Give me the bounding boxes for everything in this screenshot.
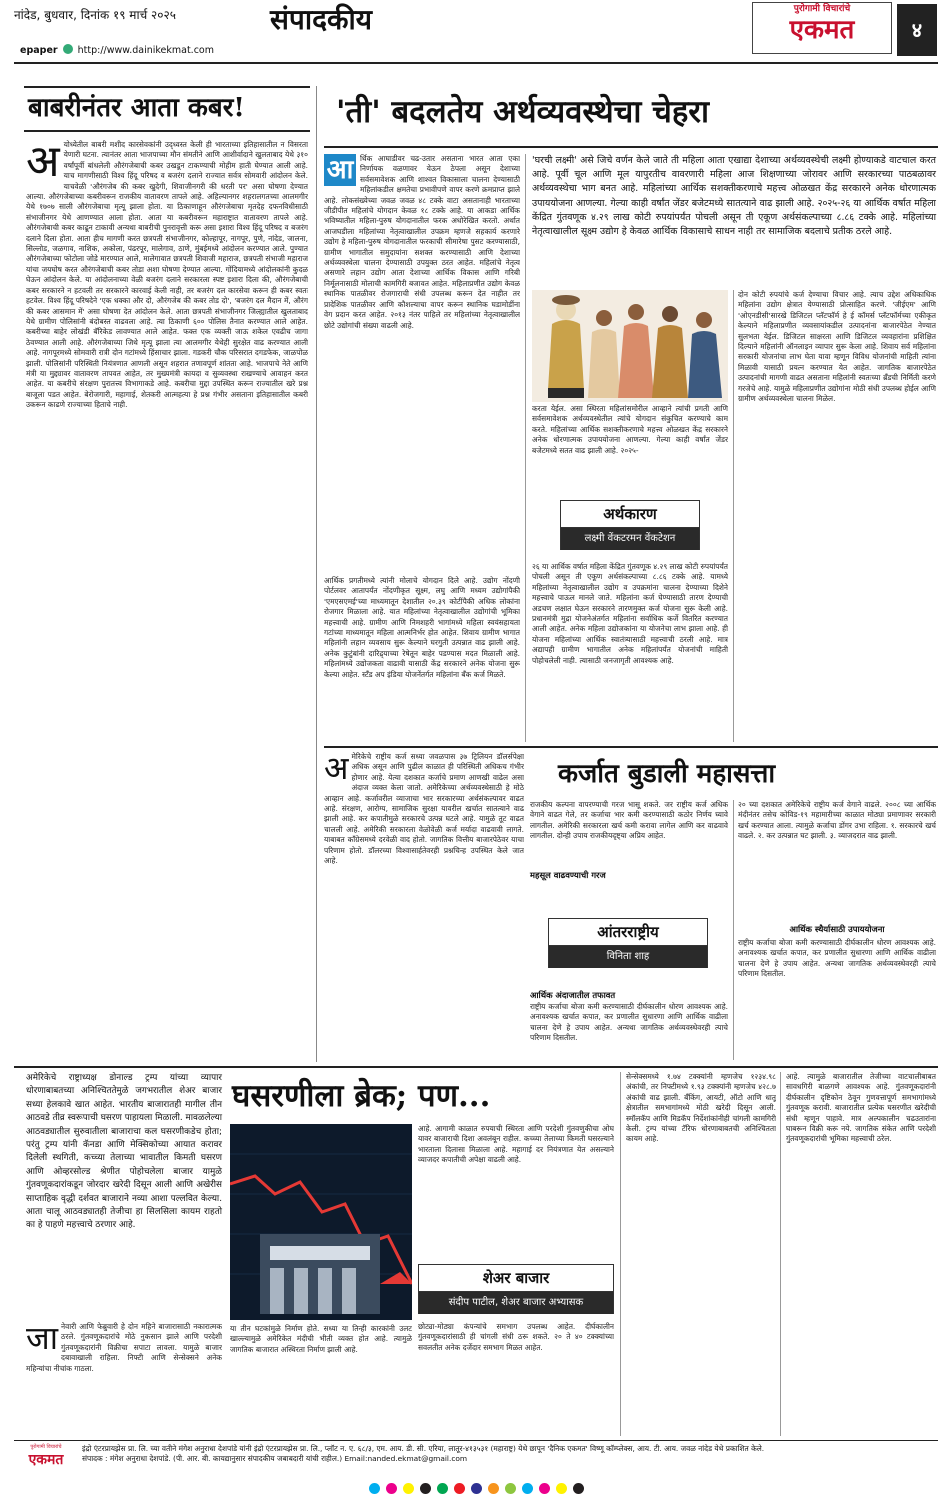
website-url[interactable]: http://www.dainikekmat.com — [77, 45, 214, 56]
main-col-3b-text: २६ या आर्थिक वर्षात महिला केंद्रित गुंतवणूक ४.२९ लाख कोटी रुपयांपर्यंत पोचली असून ती एकूण अर्थसंकल्पाच्या ८.८६ टक्के आहे. यामध्ये महिलांच्या नेतृत्वाखालील उद्योग व उपक्रमांना चालना देण्याच्या दिशेने महत्त्वाचे पाऊल मानले जाते. महिलांना कर्ज घेण्यासाठी तारण देण्याची अडचण लक्षात घेऊन सरकारने तारणमुक्त कर्ज योजना सुरू केली आहे. प्रधानमंत्री मुद्रा योजनेअंतर्गत महिलांना सर्वाधिक कर्जे वितरित करण्यात आली आहेत. अनेक महिला उद्योजकांना या योजनेचा लाभ झाला आहे. ही योजना महिलांच्या आर्थिक स्वातंत्र्यासाठी महत्त्वाची ठरली आहे. मात्र अद्यापही ग्रामीण भागातील अनेक महिलांपर्यंत योजनांची माहिती पोहोचलेली नाही. त्यासाठी जनजागृती आवश्यक आहे. — [532, 562, 728, 665]
main-dropcap: आ — [324, 154, 356, 186]
world-col-1 — [324, 752, 524, 1060]
market-col-3-text: सेन्सेक्समध्ये १.७४ टक्क्यांनी म्हणजेच १२३४.९८ अंकांची, तर निफ्टीमध्ये १.९३ टक्क्यांनी म्हणजेच ४२८.७ अंकांची वाढ झाली. बँकिंग, आयटी, ऑटो आणि धातू क्षेत्रातील समभागांमध्ये मोठी खरेदी दिसून आली. स्मॉलकॅप आणि मिडकॅप निर्देशांकांनीही चांगली कामगिरी केली. ट्रम्प यांच्या टॅरिफ धोरणाबाबतची अनिश्चितता कायम आहे. — [626, 1072, 776, 1144]
main-headline: 'ती' बदलतेय अर्थव्यवस्थेचा चेहरा — [336, 94, 710, 130]
editorial-body — [26, 140, 308, 1062]
market-col-1 — [26, 1322, 222, 1436]
main-col-1-text: र्थिक आघाडीवर चढ-उतार असताना भारत आता एका निर्णायक वळणावर येऊन ठेपला असून देशाच्या सर्वसमावेशक आणि शाश्वत विकासाला चालना देण्यासाठी महिलांकडील क्षमतेचा प्रभावीपणे वापर करणे क्रमप्राप्त झाले आहे. लोकसंख्येच्या जवळ जवळ ४८ टक्के वाटा असतानाही भारताच्या जीडीपीत महिलांचे योगदान केवळ १८ टक्के आहे. या आकडा आर्थिक भविष्यातील महिला-पुरुष योगदानातील फरक अधोरेखित करतो. अर्थात आजघडीला महिलांच्या नेतृत्वाखालील उपक्रम म्हणजे सहकार्य करणारे उद्योग हे महिला-पुरुष योगदानातील फरकाची सीमारेषा पुसट करण्यासाठी, ग्रामीण भागातील समुदायांना सशक्त करण्यासाठी आणि देशाच्या अर्थव्यवस्थेला चालना देण्यासाठी उपयुक्त ठरत आहेत. महिलांचे नेतृत्व असणारे लहान उद्योग आता देशाच्या आर्थिक विकास आणि गरिबी निर्मूलनासाठी मोलाची कामगिरी बजावत आहेत. महिलाप्रणीत उद्योग केवळ स्थानिक पातळीवर रोजगाराची संधी उपलब्ध करून देत नाहीत तर प्रादेशिक पातळीवर आणि कौशल्याचा वापर करून स्थानिक घडामोडींना वेग प्रदान करत आहेत. २०१३ नंतर पाहिले तर महिलांच्या नेतृत्वाखालील छोटे उद्योगांची संख्या वाढली आहे. — [324, 154, 520, 330]
main-headline-rule — [324, 146, 938, 148]
world-subhead-3: आर्थिक स्थैर्यासाठी उपाययोजना — [789, 924, 885, 934]
main-intro-text: 'घरची लक्ष्मी' असे जिचे वर्णन केले जाते ती महिला आता एखाद्या देशाच्या अर्थव्यवस्थेची लक्ष्मी होण्याकडे वाटचाल करत आहे. पूर्वी चूल आणि मूल यापुरतीच वावरणारी महिला आज शिक्षणाच्या जोरावर आणि सरकारच्या पाठबळावर अर्थव्यवस्थेचा भाग बनत आहे. महिलांच्या आर्थिक सशक्तीकरणाचे महत्त्व ओळखत केंद्र सरकारने अनेक धोरणात्मक उपाययोजना आणल्या. गेल्या काही वर्षांत जेंडर बजेटमध्ये सातत्याने वाढ झाली आहे. २०२५-२६ या आर्थिक वर्षात महिला केंद्रित गुंतवणूक ४.२९ लाख कोटी रुपयांपर्यंत पोचली असून ती एकूण अर्थसंकल्पाच्या ८.८६ टक्के आहे. महिलांच्या नेतृत्वाखालील सूक्ष्म उद्योग हे केवळ आर्थिक विकासाचे साधन नाही तर सामाजिक बदलाचे प्रतीक ठरले आहे. — [532, 155, 936, 238]
world-headline: कर्जात बुडाली महासत्ता — [558, 759, 776, 789]
world-col-1-text: मेरिकेचे राष्ट्रीय कर्ज सध्या जवळपास ३७ ट्रिलियन डॉलर्सपेक्षा अधिक असून आणि पुढील काळात ही परिस्थिती अधिकच गंभीर होणार आहे. येत्या दशकात कर्जाचे प्रमाण आणखी वाढेल असा अंदाज व्यक्त केला जातो. अमेरिकेच्या अर्थव्यवस्थेसाठी हे मोठे आव्हान आहे. कर्जावरील व्याजाचा भार सरकारच्या अर्थसंकल्पावर वाढत आहे. संरक्षण, आरोग्य, सामाजिक सुरक्षा यावरील खर्चात सातत्याने वाढ झाली आहे. कर कपातीमुळे सरकारचे उत्पन्न घटले आहे. यामुळे तूट वाढत चालली आहे. अमेरिकी सरकारला वेळोवेळी कर्ज मर्यादा वाढवावी लागते. याबाबत काँग्रेसमध्ये दरवेळी वाद होतो. जागतिक वित्तीय बाजारपेठेवर याचा परिणाम होतो. डॉलरच्या विश्वासार्हतेवरही प्रश्नचिन्ह उपस्थित केले जात आहे. — [324, 752, 524, 866]
world-subhead-2: आर्थिक अंदाजातील तफावत — [530, 990, 616, 1000]
main-col-divider-2 — [733, 290, 734, 742]
registration-dot — [471, 1483, 482, 1494]
main-col-3b — [532, 562, 728, 742]
epaper-link[interactable] — [20, 44, 214, 56]
column-category: अर्थकारण — [561, 501, 699, 528]
footer-logo-tagline: पुरोगामी विचारांचे — [30, 1444, 62, 1450]
main-col-1b — [324, 576, 520, 742]
footer-logo-name: एकमत — [28, 1452, 64, 1468]
registration-dot — [539, 1483, 550, 1494]
main-col-divider — [525, 154, 526, 742]
world-subhead-1: महसूल वाढवण्याची गरज — [530, 870, 606, 880]
market-col-4 — [786, 1072, 936, 1436]
editorial-text: योध्येतील बाबरी मशीद कारसेवकांनी उद्ध्वस्त केली ही भारताच्या इतिहासातील न विसरता येणारी घटना. त्यानंतर आता भाजपाच्या मौन संमतीने आणि आशीर्वादाने खुलताबाद येथे ३१० वर्षांपूर्वी बांधलेली औरंगजेबाची कबर उखडून टाकण्याची मोहीम हाती घेण्यात आली आहे. याच मागणीसाठी विश्व हिंदू परिषद व बजरंग दलाने राज्यात सर्वत्र सोमवारी आंदोलन केले. याचवेळी 'औरंगजेब की कबर खुदेगी, शिवाजीनगरी की धरती पर' असा घोषणा देण्यात आल्या. औरंगजेबाच्या कबरीवरून राजकीय वातावरण तापले आहे. अहिल्यानगर शहरालगतच्या आलमगीर येथे १७०७ साली औरंगजेबाचा मृत्यू झाला होता. या ठिकाणाहून औरंगजेबाचा मृतदेह दफनविधीसाठी संभाजीनगर येथे आणण्यात आला होता. आता या कबरीवरून महाराष्ट्रात वातावरण तापले आहे. औरंगजेबाची कबर काढून टाकावी अन्यथा बाबरीची पुनरावृत्ती करू असा इशारा विश्व हिंदू परिषद व बजरंग दलाने दिला होता. आता हीच मागणी करत छत्रपती संभाजीनगर, कोल्हापूर, नागपूर, पुणे, नांदेड, जालना, सिल्लोड, जळगाव, नाशिक, अकोला, पंढरपूर, मालेगाव, ठाणे, मुंबईमध्ये आंदोलन करण्यात आले. पुण्यात औरंगजेबाच्या फोटोला जोडे मारण्यात आले, मालेगावात छत्रपती शिवाजी महाराज, छत्रपती संभाजी महाराज यांचा जयघोष करत औरंगजेबाची कबर तोडा अशा घोषणा देण्यात आल्या. गोंदियामध्ये आंदोलकांनी कुदळ घेऊन आंदोलन केले. या आंदोलनाच्या वेळी बजरंग दलाने सरकारला स्पष्ट इशारा दिला की, औरंगजेबाची कबर सरकारने न हटवली तर सरकारने कारवाई केली नाही, तर बजरंग दल कारसेवा करून ही कबर स्वतः हटवेल. विश्व हिंदू परिषदेने 'एक धक्का और दो, औरंगजेब की कबर तोड दो', 'बजरंग दल मैदान में, औरंग की कबर आसमान में' असा घोषणा देत आंदोलन केले. आता छत्रपती संभाजीनगर जिल्ह्यातील खुलताबाद येथे ग्रामीण पोलिसांनी बंदोबस्त वाढवला आहे. त्या ठिकाणी ६०० पोलिस तैनात करण्यात आले आहेत. कबरीच्या बाहेर लोखंडी बॅरिकेड लावण्यात आले आहेत. फक्त एक व्यक्ती जाऊ शकेल एवढीच जागा ठेवण्यात आली आहे. औरंगजेबाच्या जिथे मृत्यू झाला त्या आलमगीर येथेही सुरक्षेत वाढ करण्यात आली आहे. नागपूरमध्ये सोमवारी रात्री दोन गटांमध्ये हिंसाचार झाला. गडकरी चौक परिसरात दगडफेक, जाळपोळ झाली. पोलिसांनी परिस्थिती नियंत्रणात आणली असून शहरात तणावपूर्ण शांतता आहे. भाजपाचे नेते आणि मंत्री या मुद्द्यावर वातावरण तापवत आहेत, तर मुख्यमंत्री कायदा व सुव्यवस्था राखण्याचे आवाहन करत आहेत. या कबरीचे संरक्षण पुरातत्त्व विभागाकडे आहे. कबरीचा मुद्दा उपस्थित करून राज्यातील खरे प्रश्न बाजूला पडत आहेत. बेरोजगारी, महागाई, शेतकरी आत्महत्या हे प्रश्न गंभीर असताना इतिहासातील कबरी उकरून काढणे राज्याच्या हिताचे नाही. — [26, 140, 308, 410]
main-col-3-text: करता येईल. असा स्थिरता महिलांसमोरील आव्हाने त्यांची प्रगती आणि सर्वसमावेशक अर्थव्यवस्थेतील त्यांचे योगदान संकुचित करण्याचे काम करते. महिलांच्या आर्थिक सशक्तीकरणाचे महत्त्व ओळखत केंद्र सरकारने अनेक धोरणात्मक उपाययोजना आणल्या. गेल्या काही वर्षांत जेंडर बजेटमध्ये सतत वाढ झाली आहे. २०२५- — [532, 404, 728, 455]
footer-line-2: संपादक : मंगेश अनुराधा देशपांडे. (पी. आर. बी. कायद्यानुसार संपादकीय जबाबदारी यांची राहील.) Email:nanded.ekmat@gmail.com — [82, 1454, 468, 1463]
market-crash-illustration — [230, 1124, 412, 1320]
registration-dot — [369, 1483, 380, 1494]
column-divider-1 — [316, 86, 317, 1062]
share-bazaar-label — [418, 1264, 614, 1314]
column-author: लक्ष्मी वेंकटरमन वेंकटेशन — [561, 528, 699, 550]
footer-imprint — [82, 1444, 938, 1470]
market-col-mid — [230, 1324, 412, 1436]
market-col-2b-text: छोट्या-मोठ्या कंपन्यांचे समभाग उपलब्ध आहेत. दीर्घकालीन गुंतवणूकदारांसाठी ही चांगली संधी ठरू शकते. २० ते ४० टक्क्यांच्या सवलतीत अनेक दर्जेदार समभाग मिळत आहेत. — [418, 1322, 614, 1352]
registration-dot — [573, 1483, 584, 1494]
main-bottom-rule — [324, 746, 938, 748]
world-col-divider — [733, 800, 734, 1060]
main-col-1b-text: आर्थिक प्रगतीमध्ये त्यांनी मोलाचे योगदान दिले आहे. उद्योग नोंदणी पोर्टलवर आतापर्यंत नोंदणीकृत सूक्ष्म, लघु आणि मध्यम उद्योगांपैकी 'एमएसएमई'च्या माध्यमातून देशातील २०.३९ कोटींपैकी अधिक लोकांना रोजगार मिळाला आहे. यात महिलांच्या नेतृत्वाखालील उद्योगांची भूमिका महत्त्वाची आहे. ग्रामीण आणि निमशहरी भागांमध्ये महिला स्वयंसहायता गटांच्या माध्यमातून महिला आत्मनिर्भर होत आहेत. शिवाय ग्रामीण भागात महिलांनी लहान व्यवसाय सुरू केल्याने घरगुती उत्पन्नात वाढ झाली आहे. अनेक कुटुंबांनी दारिद्र्याच्या रेषेतून बाहेर पडण्यास मदत मिळाली आहे. महिलांमध्ये उद्योजकता वाढावी यासाठी केंद्र सरकारने अनेक योजना सुरू केल्या आहेत. स्टँड अप इंडिया योजनेंतर्गत महिलांना बँक कर्ज मिळते. — [324, 576, 520, 679]
masthead-logo — [752, 2, 892, 54]
market-top-rule — [14, 1066, 938, 1068]
world-col-2b-text: राष्ट्रीय कर्जाचा बोजा कमी करण्यासाठी दीर्घकालीन धोरण आवश्यक आहे. अनावश्यक खर्चात कपात, कर प्रणालीत सुधारणा आणि आर्थिक वाढीला चालना देणे हे उपाय आहेत. अन्यथा जागतिक अर्थव्यवस्थेवरही त्याचे परिणाम दिसतील. — [530, 1002, 728, 1043]
registration-dot — [522, 1483, 533, 1494]
market-col-divider-2 — [780, 1072, 781, 1436]
market-lede-text: अमेरिकेचे राष्ट्राध्यक्ष डोनाल्ड ट्रम्प यांच्या व्यापार धोरणाबाबतच्या अनिश्चिततेमुळे जगभरातील शेअर बाजार सध्या हेलकावे खात आहेत. भारतीय बाजारातही मागील तीन आठवडे तीव्र स्वरूपाची घसरण पाहायला मिळाली. मावळलेल्या आठवड्यातील सुरुवातीला बाजाराचा कल घसरणीकडेच होता; परंतु ट्रम्प यांनी कॅनडा आणि मेक्सिकोच्या आयात करावर दिलेली स्थगिती, कच्च्या तेलाच्या भावातील किमती घसरण आणि ओव्हरसोल्ड श्रेणीत पोहोचलेला बाजार यामुळे गुंतवणूकदारांकडून जोरदार खरेदी दिसून आली आणि अखेरीस साप्ताहिक वृद्धी दर्शवत बाजाराने नव्या आशा पल्लवित केल्या. आता चालू आठवड्यातही तेजीचा हा सिलसिला कायम राहतो का हे पाहणे महत्त्वाचे ठरणार आहे. — [26, 1073, 222, 1231]
editorial-bottom-rule — [24, 130, 310, 132]
footer-logo — [16, 1444, 76, 1470]
logo-name: एकमत — [789, 15, 855, 45]
registration-dot — [556, 1483, 567, 1494]
footer-rule — [14, 1440, 938, 1441]
registration-dot — [386, 1483, 397, 1494]
arthakaran-label — [560, 500, 700, 550]
main-col-4 — [738, 290, 936, 742]
main-col-4-text: दोन कोटी रुपयांचे कर्ज देण्याचा विचार आहे. त्याच उद्देश अधिकाधिक महिलांना उद्योग क्षेत्रात येण्यासाठी प्रोत्साहित करणे. 'जीईएम' आणि 'ओएनडीसी'सारखे डिजिटल प्लॅटफॉर्म हे ई कॉमर्स प्लॅटफॉर्मच्या एकीकृत केल्याने महिलाप्रणीत व्यवसायांकडील उत्पादनांना बाजारपेठेत नेण्यात सुलभता येईल. डिजिटल साक्षरता आणि डिजिटल व्यवहारांना प्रशिक्षित दिल्याने महिलांनी ऑनलाइन व्यापार सुरू केला आहे. शिवाय सर्व महिलांना सरकारी योजनांचा लाभ घेता यावा म्हणून विविध योजनांची माहिती त्यांना मिळावी यासाठी प्रयत्न करण्यात येत आहेत. जागतिक बाजारपेठेत उत्पादनांची मागणी वाढत असताना महिलांनी स्वतःच्या ब्रँडची निर्मिती करणे गरजेचे आहे. यामुळे महिलाप्रणीत उद्योगांना मोठी संधी उपलब्ध होईल आणि ग्रामीण अर्थव्यवस्थेला चालना मिळेल. — [738, 290, 936, 404]
market-col-2-text: आहे. आगामी काळात रुपयाची स्थिरता आणि परदेशी गुंतवणुकीचा ओघ यावर बाजाराची दिशा अवलंबून राहील. कच्च्या तेलाच्या किमती घसरल्याने भारताला दिलासा मिळाला आहे. महागाई दर नियंत्रणात येत असल्याने व्याजदर कपातीची अपेक्षा वाढली आहे. — [418, 1124, 614, 1165]
world-col-2-text: राजकीय कल्पना वापरण्याची गरज भासू शकते. जर राष्ट्रीय कर्ज अधिक वेगाने वाढत गेले, तर कर्जाचा भार कमी करण्यासाठी कठोर निर्णय घ्यावे लागतील. अमेरिकी सरकारला खर्च कमी करावा लागेल आणि कर वाढवावे लागतील. दोन्ही उपाय राजकीयदृष्ट्या अप्रिय आहेत. — [530, 800, 728, 841]
section-title: संपादकीय — [270, 3, 372, 36]
market-col-2b — [418, 1322, 614, 1436]
market-col-3 — [626, 1072, 776, 1436]
antarrashtriya-label — [548, 918, 708, 968]
world-col-3-text: २० च्या दशकात अमेरिकेचे राष्ट्रीय कर्ज वेगाने वाढले. २००८ च्या आर्थिक मंदीनंतर तसेच कोविड-१९ महामारीच्या काळात मोठ्या प्रमाणावर सरकारी खर्च करण्यात आला. त्यामुळे कर्जाचा डोंगर उभा राहिला. १. सरकारचे खर्च वाढले. २. कर उत्पन्नात घट झाली. ३. व्याजदरात वाढ झाली. — [738, 800, 936, 841]
market-col-1-text: नेवारी आणि फेब्रुवारी हे दोन महिने बाजारासाठी नकारात्मक ठरले. गुंतवणूकदारांचे मोठे नुकसान झाले आणि परदेशी गुंतवणूकदारांनी विक्रीचा सपाटा लावला. यामुळे बाजार दबावाखाली राहिला. निफ्टी आणि सेन्सेक्सने अनेक महिन्यांचा नीचांक गाठला. — [26, 1322, 222, 1373]
editorial-headline: बाबरीनंतर आता कबर! — [28, 93, 245, 123]
registration-dot — [505, 1483, 516, 1494]
world-col-3b-text: राष्ट्रीय कर्जाचा बोजा कमी करण्यासाठी दीर्घकालीन धोरण आवश्यक आहे. अनावश्यक खर्चात कपात, कर प्रणालीत सुधारणा आणि आर्थिक वाढीला चालना देणे हे उपाय आहेत. अन्यथा जागतिक अर्थव्यवस्थेवरही त्याचे परिणाम दिसतील. — [738, 938, 936, 979]
main-col-3 — [532, 404, 728, 482]
world-column-category: आंतरराष्ट्रीय — [549, 919, 707, 946]
page-number: ४ — [897, 4, 937, 56]
registration-dot — [437, 1483, 448, 1494]
world-column-author: विनिता शाह — [549, 946, 707, 968]
registration-dot — [403, 1483, 414, 1494]
market-col-2 — [418, 1124, 614, 1254]
header-divider — [14, 62, 938, 64]
registration-marks — [236, 1479, 716, 1495]
world-col-3b — [738, 938, 936, 1060]
registration-dot — [488, 1483, 499, 1494]
issue-date: नांदेड, बुधवार, दिनांक १९ मार्च २०२५ — [14, 8, 176, 22]
women-illustration — [532, 290, 728, 402]
logo-tagline: पुरोगामी विचारांचे — [793, 4, 851, 14]
world-col-3 — [738, 800, 936, 920]
market-col-mid-text: या तीन घटकांमुळे निर्माण होते. सध्या या तिन्ही कारकांनी उलट खाल्ल्यामुळे अमेरिकेत मंदीची भीती व्यक्त होत आहे. त्यामुळे जागतिक बाजारात अस्थिरता निर्माण झाली आहे. — [230, 1324, 412, 1354]
globe-icon — [63, 44, 73, 54]
footer-line-1: इंद्रो एंटरप्रायझेस प्रा. लि. च्या वतीने मंगेश अनुराधा देशपांडे यांनी इंद्रो एंटरप्रायझेस प्रा. लि., प्लॉट न. ए. ६८/३, एम. आय. डी. सी. एरिया, लातूर-४१३५३१ (महाराष्ट्र) येथे छापून 'दैनिक एकमत' विष्णू कॉम्प्लेक्स, आय. टी. आय. जवळ नांदेड येथे प्रकाशित केले. — [82, 1444, 765, 1453]
world-col-2b — [530, 1002, 728, 1060]
main-intro — [532, 154, 936, 284]
registration-dot — [420, 1483, 431, 1494]
world-col-2 — [530, 800, 728, 866]
market-col-divider-1 — [620, 1072, 621, 1436]
market-headline: घसरणीला ब्रेक; पण... — [232, 1078, 491, 1114]
epaper-label: epaper — [20, 45, 58, 56]
registration-dot — [454, 1483, 465, 1494]
market-col-4-text: आहे. त्यामुळे बाजारातील तेजीच्या वाटचालीबाबत सावधगिरी बाळगणे आवश्यक आहे. गुंतवणूकदारांनी दीर्घकालीन दृष्टिकोन ठेवून गुणवत्तापूर्ण समभागांमध्ये गुंतवणूक करावी. बाजारातील प्रत्येक घसरणीत खरेदीची संधी म्हणून पाहावे. मात्र अल्पकालीन चढउतारांना घाबरून विक्री करू नये. जागतिक संकेत आणि परदेशी गुंतवणूकदारांची भूमिका महत्त्वाची ठरेल. — [786, 1072, 936, 1144]
main-col-1 — [324, 154, 520, 574]
market-lede — [26, 1072, 222, 1296]
world-dropcap: अ — [324, 752, 349, 787]
editorial-dropcap: अ — [26, 140, 60, 187]
market-column-category: शेअर बाजार — [419, 1265, 613, 1292]
market-column-author: संदीप पाटील, शेअर बाजार अभ्यासक — [419, 1292, 613, 1314]
market-dropcap: जा — [26, 1322, 59, 1357]
